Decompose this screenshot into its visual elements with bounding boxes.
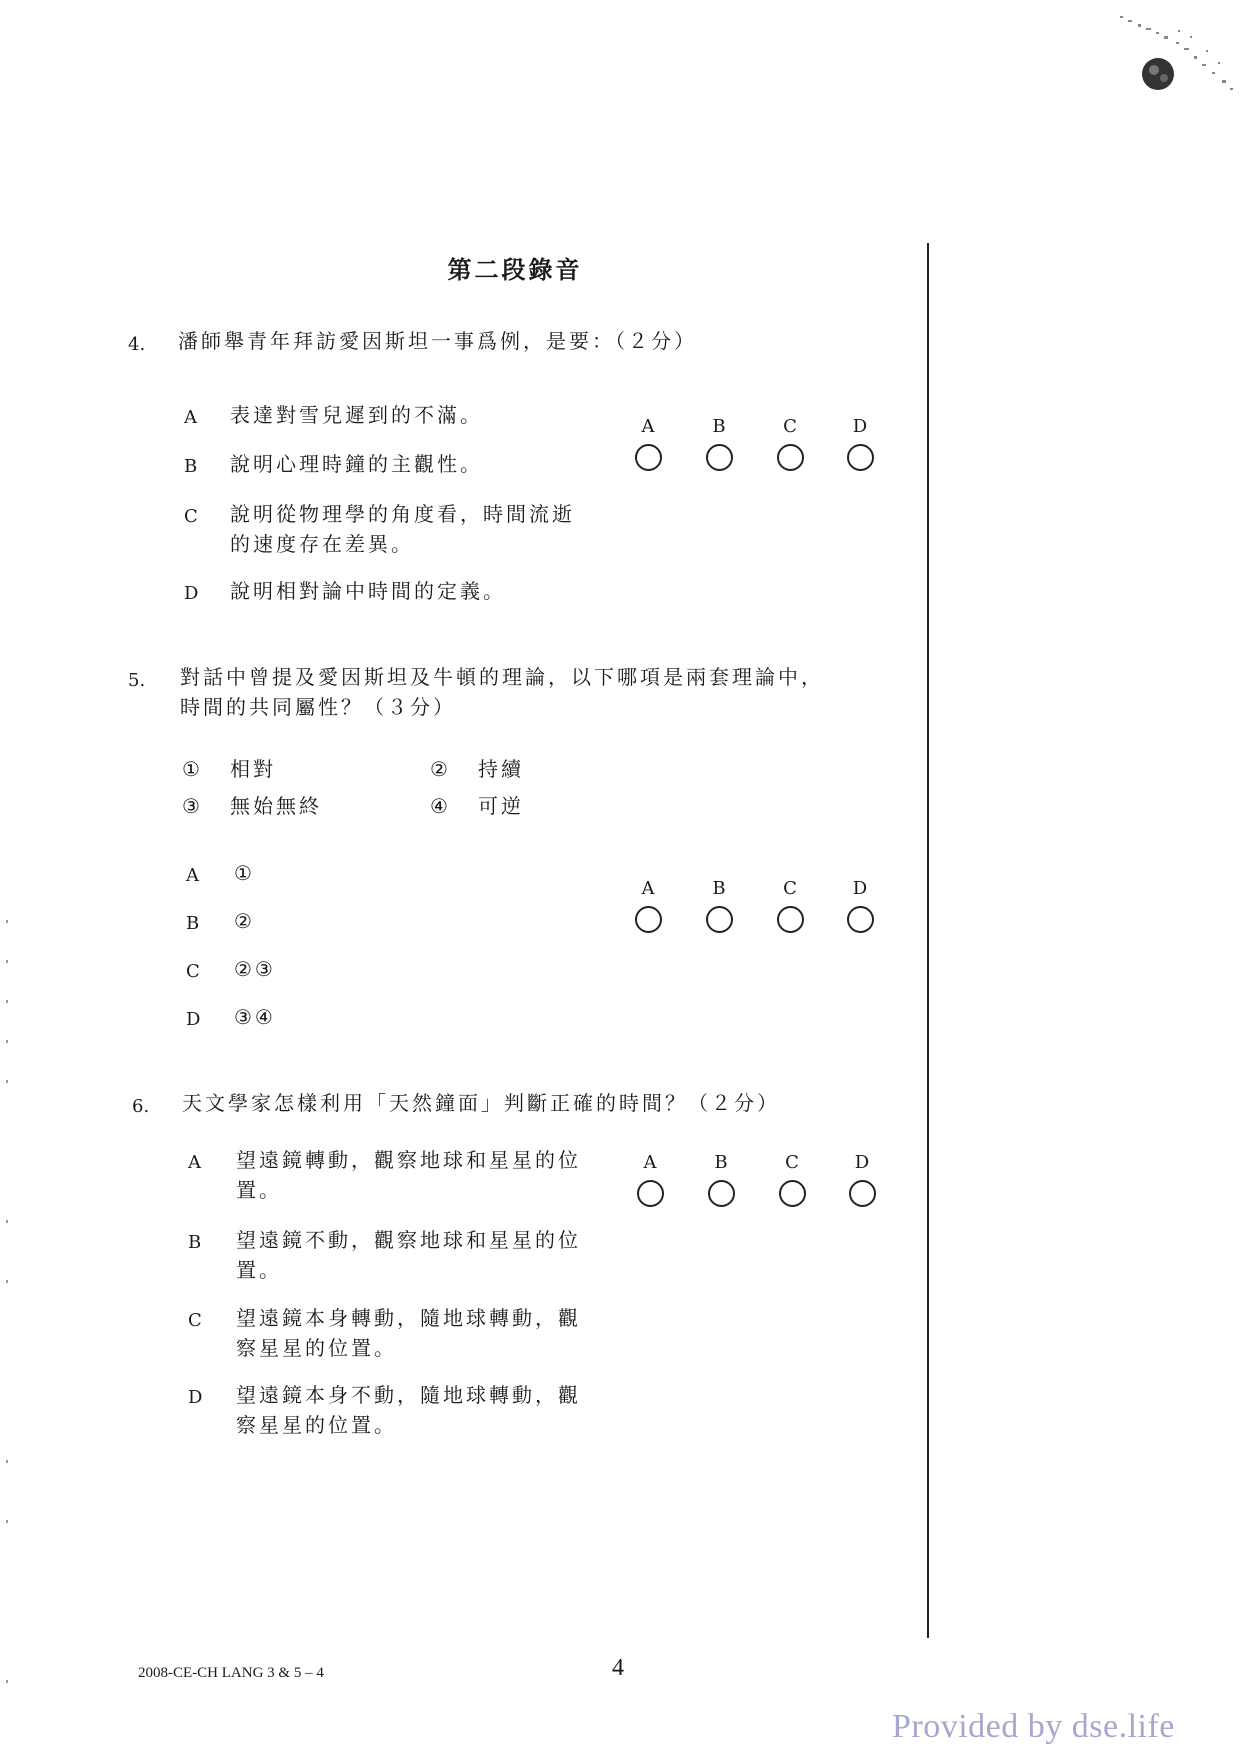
paper-code: 2008-CE-CH LANG 3 & 5 – 4 <box>138 1665 324 1681</box>
scan-stamp-mark <box>1118 6 1238 116</box>
question-4-answer-d[interactable] <box>842 416 878 471</box>
question-6-option-d-letter: D <box>188 1387 203 1408</box>
answer-label: A <box>641 416 655 437</box>
question-6-option-c-text: 望遠鏡本身轉動，隨地球轉動，觀察星星的位置。 <box>236 1306 581 1360</box>
scan-speck <box>6 920 8 923</box>
statement-marker: ② <box>430 757 448 781</box>
answer-label: D <box>854 1152 870 1173</box>
question-6-option-b-text: 望遠鏡不動，觀察地球和星星的位置。 <box>236 1228 581 1282</box>
answer-label: D <box>852 416 868 437</box>
scan-speck <box>6 1460 8 1463</box>
answer-label: A <box>643 1152 657 1173</box>
scan-speck <box>6 1220 8 1223</box>
answer-bubble-d[interactable] <box>847 906 874 933</box>
question-6-answer-c[interactable] <box>774 1152 810 1207</box>
scan-speck <box>6 1080 8 1083</box>
scan-speck <box>6 1000 8 1003</box>
question-4-option-b-letter: B <box>184 456 198 477</box>
question-6-option-a-letter: A <box>188 1152 201 1173</box>
scan-speck <box>6 960 8 963</box>
question-4-answer-grid <box>630 416 870 486</box>
question-4-option-a-letter: A <box>184 407 197 428</box>
statement-2 <box>430 753 524 782</box>
question-4-option-c-letter: C <box>184 506 198 527</box>
question-4-text: 潘師舉青年拜訪愛因斯坦一事爲例，是要：（２分） <box>178 329 697 353</box>
section-title: 第二段錄音 <box>447 256 583 284</box>
question-5-text-line-1: 對話中曾提及愛因斯坦及牛頓的理論，以下哪項是兩套理論中， <box>180 665 824 689</box>
statement-marker: ① <box>182 757 200 781</box>
question-6-option-a-text: 望遠鏡轉動，觀察地球和星星的位置。 <box>236 1148 581 1202</box>
question-4-option-b-text: 說明心理時鐘的主觀性。 <box>230 452 483 476</box>
scan-speck <box>6 1520 8 1523</box>
question-5-option-d-text: ③④ <box>234 1005 276 1029</box>
scan-speck <box>6 1040 8 1043</box>
answer-bubble-d[interactable] <box>849 1180 876 1207</box>
statement-text: 無始無終 <box>230 794 322 818</box>
question-5-option-a-text: ① <box>234 861 255 885</box>
question-5-option-c-text: ②③ <box>234 957 276 981</box>
answer-label: C <box>783 416 797 437</box>
answer-bubble-a[interactable] <box>635 906 662 933</box>
question-4-option-d-text: 說明相對論中時間的定義。 <box>230 579 506 603</box>
question-5-option-a-letter: A <box>186 865 199 886</box>
scan-speck <box>6 1680 8 1683</box>
statement-1 <box>182 753 276 782</box>
question-5-option-b-text: ② <box>234 909 255 933</box>
question-5-answer-grid <box>630 878 870 948</box>
question-6-answer-a[interactable] <box>632 1152 668 1207</box>
statement-marker: ④ <box>430 794 448 818</box>
right-margin-rule <box>927 243 929 1638</box>
question-6-number: 6. <box>132 1096 150 1117</box>
question-5-answer-a[interactable] <box>630 878 666 933</box>
answer-label: C <box>785 1152 799 1173</box>
question-5-option-d-letter: D <box>186 1009 201 1030</box>
question-4-option-a-text: 表達對雪兒遲到的不滿。 <box>230 403 483 427</box>
question-4-option-d-letter: D <box>184 583 199 604</box>
page-number: 4 <box>612 1655 624 1681</box>
scan-speck <box>6 1280 8 1283</box>
question-4-answer-a[interactable] <box>630 416 666 471</box>
answer-bubble-c[interactable] <box>777 906 804 933</box>
answer-bubble-d[interactable] <box>847 444 874 471</box>
answer-label: A <box>641 878 655 899</box>
question-5-answer-c[interactable] <box>772 878 808 933</box>
answer-bubble-a[interactable] <box>635 444 662 471</box>
question-4-number: 4. <box>128 334 146 355</box>
answer-label: B <box>712 878 726 899</box>
question-5-text-line-2: 時間的共同屬性？（３分） <box>180 695 456 719</box>
question-5-number: 5. <box>128 670 146 691</box>
answer-bubble-c[interactable] <box>777 444 804 471</box>
question-6-answer-b[interactable] <box>703 1152 739 1207</box>
answer-bubble-b[interactable] <box>706 444 733 471</box>
answer-label: B <box>712 416 726 437</box>
answer-label: C <box>783 878 797 899</box>
question-6-option-b-letter: B <box>188 1232 202 1253</box>
question-5-option-b-letter: B <box>186 913 200 934</box>
statement-text: 相對 <box>230 757 276 781</box>
question-6-answer-grid <box>632 1152 872 1222</box>
question-4-option-c-text: 說明從物理學的角度看，時間流逝的速度存在差異。 <box>230 502 575 556</box>
question-4-answer-c[interactable] <box>772 416 808 471</box>
answer-bubble-c[interactable] <box>779 1180 806 1207</box>
question-6-answer-d[interactable] <box>844 1152 880 1207</box>
question-6-option-d-text: 望遠鏡本身不動，隨地球轉動，觀察星星的位置。 <box>236 1383 581 1437</box>
question-5-answer-b[interactable] <box>701 878 737 933</box>
statement-marker: ③ <box>182 794 200 818</box>
statement-4 <box>430 790 524 819</box>
question-5-option-c-letter: C <box>186 961 200 982</box>
source-watermark: Provided by dse.life <box>892 1708 1175 1745</box>
answer-label: D <box>852 878 868 899</box>
statement-text: 持續 <box>478 757 524 781</box>
question-4-answer-b[interactable] <box>701 416 737 471</box>
question-5-answer-d[interactable] <box>842 878 878 933</box>
answer-bubble-b[interactable] <box>708 1180 735 1207</box>
statement-text: 可逆 <box>478 794 524 818</box>
question-6-text: 天文學家怎樣利用「天然鐘面」判斷正確的時間？（２分） <box>182 1091 780 1115</box>
answer-bubble-b[interactable] <box>706 906 733 933</box>
answer-bubble-a[interactable] <box>637 1180 664 1207</box>
answer-label: B <box>714 1152 728 1173</box>
statement-3 <box>182 790 322 819</box>
question-6-option-c-letter: C <box>188 1310 202 1331</box>
